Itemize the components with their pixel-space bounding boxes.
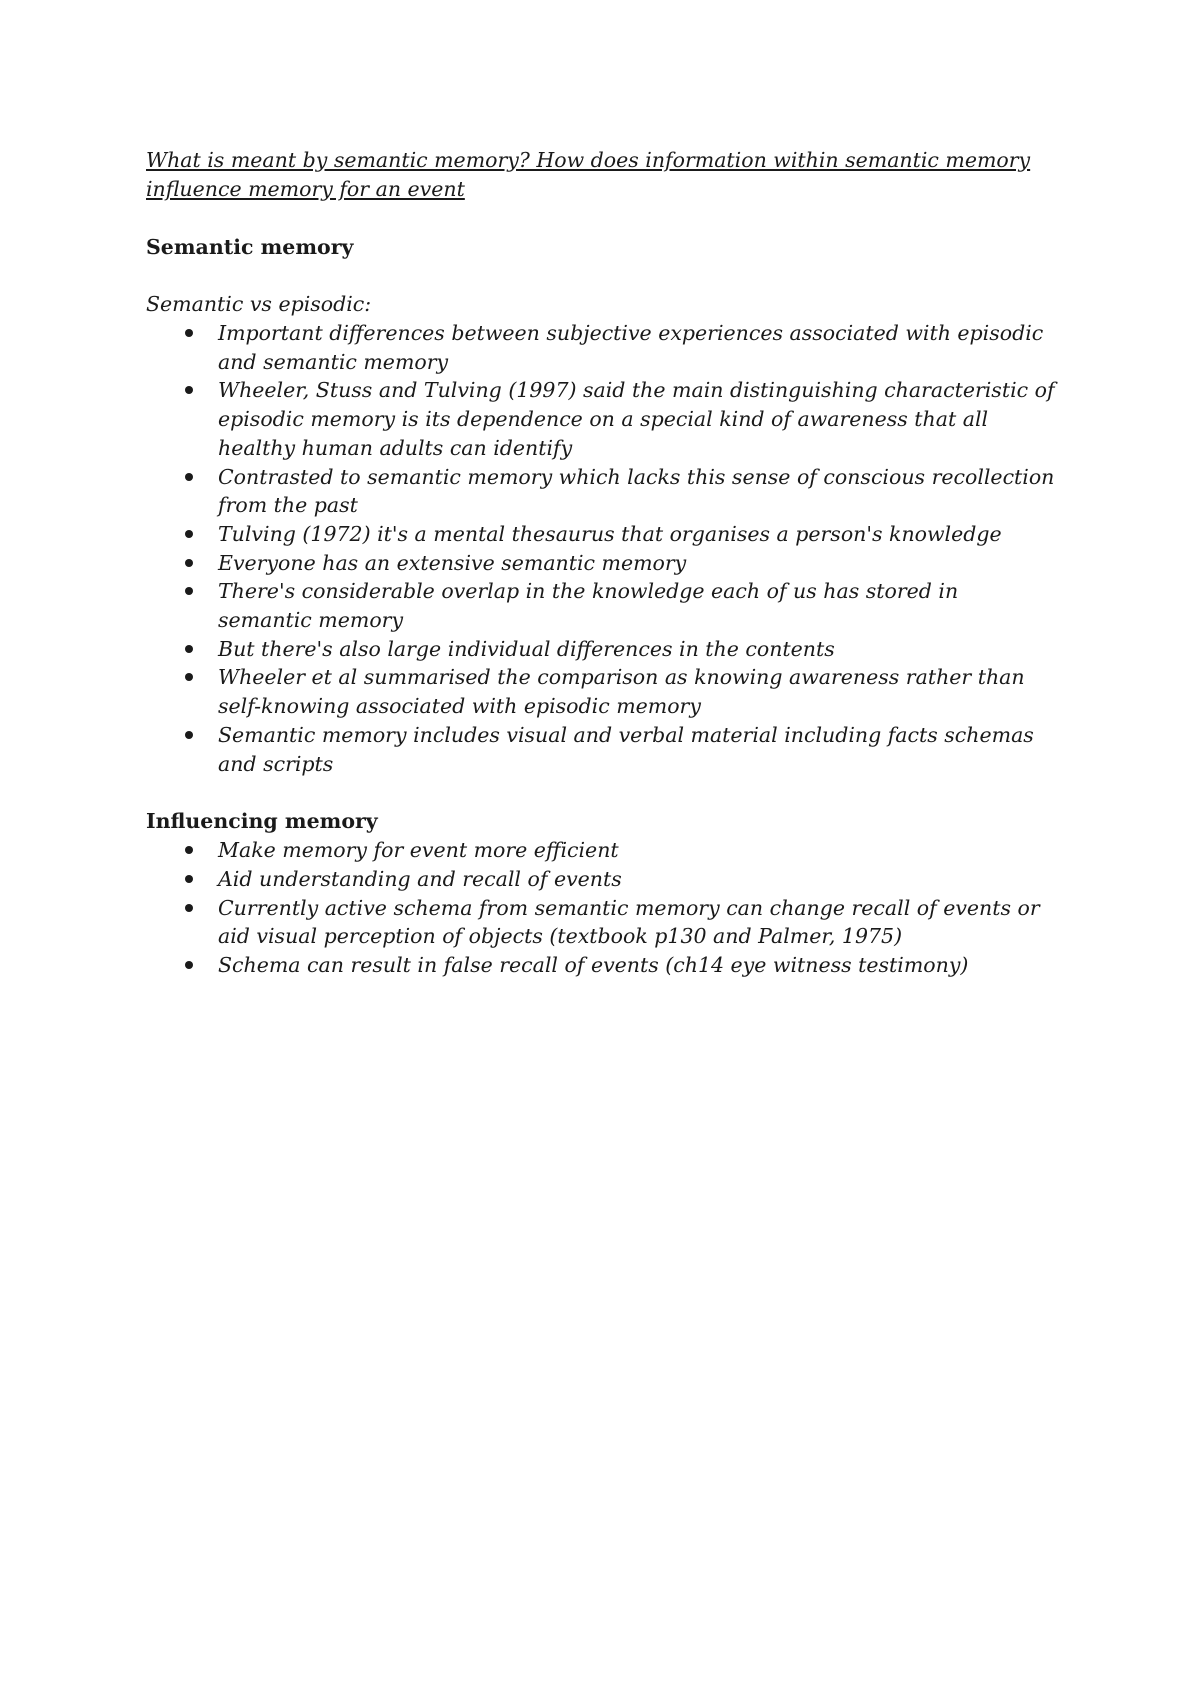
bullet-item	[146, 577, 1066, 634]
bullet-text: Everyone has an extensive semantic memory	[218, 550, 687, 575]
bullet-icon	[185, 386, 193, 394]
influencing-memory-bullet-list	[146, 836, 1066, 980]
bullet-icon	[185, 645, 193, 653]
bullet-item	[146, 865, 1066, 894]
bullet-item	[146, 319, 1066, 376]
bullet-item	[146, 520, 1066, 549]
bullet-icon	[185, 559, 193, 567]
bullet-item	[146, 635, 1066, 664]
bullet-item	[146, 549, 1066, 578]
bullet-icon	[185, 473, 193, 481]
bullet-icon	[185, 904, 193, 912]
essay-question: What is meant by semantic memory? How does information within semantic memory influence memory for an event	[146, 148, 1031, 201]
bullet-text: But there's also large individual differences in the contents	[218, 636, 835, 661]
bullet-icon	[185, 961, 193, 969]
bullet-item	[146, 721, 1066, 778]
semantic-memory-bullet-list	[146, 319, 1066, 778]
bullet-icon	[185, 875, 193, 883]
bullet-item	[146, 894, 1066, 951]
bullet-text: Wheeler, Stuss and Tulving (1997) said the main distinguishing characteristic of episodic memory is its dependence on a special kind of awareness that all healthy human adults can identify	[218, 378, 1055, 460]
bullet-text: Schema can result in false recall of events (ch14 eye witness testimony)	[218, 953, 969, 978]
bullet-text: Make memory for event more efficient	[218, 838, 619, 863]
bullet-text: Tulving (1972) it's a mental thesaurus that organises a person's knowledge	[218, 521, 1002, 546]
bullet-item	[146, 663, 1066, 720]
subheading-semantic-vs-episodic: Semantic vs episodic:	[146, 292, 372, 316]
bullet-text: Semantic memory includes visual and verbal material including facts schemas and scripts	[218, 722, 1034, 776]
bullet-item	[146, 376, 1066, 462]
bullet-text: Aid understanding and recall of events	[218, 866, 622, 891]
section-heading-semantic-memory: Semantic memory	[146, 235, 354, 259]
bullet-icon	[185, 329, 193, 337]
bullet-item	[146, 836, 1066, 865]
bullet-item	[146, 951, 1066, 980]
bullet-icon	[185, 731, 193, 739]
bullet-text: Important differences between subjective experiences associated with episodic and semantic memory	[218, 321, 1044, 374]
bullet-icon	[185, 587, 193, 595]
bullet-icon	[185, 673, 193, 681]
section-heading-influencing-memory: Influencing memory	[146, 809, 378, 834]
bullet-icon	[185, 530, 193, 538]
bullet-text: Currently active schema from semantic memory can change recall of events or aid visual perception of objects (textbook p130 and Palmer, 1975)	[218, 895, 1040, 949]
document-page	[146, 146, 1066, 980]
bullet-text: Contrasted to semantic memory which lacks this sense of conscious recollection from the past	[218, 464, 1055, 518]
bullet-item	[146, 463, 1066, 520]
bullet-text: Wheeler et al summarised the comparison as knowing awareness rather than self-knowing associated with episodic memory	[218, 665, 1025, 719]
bullet-icon	[185, 846, 193, 854]
bullet-text: There's considerable overlap in the knowledge each of us has stored in semantic memory	[218, 579, 959, 633]
